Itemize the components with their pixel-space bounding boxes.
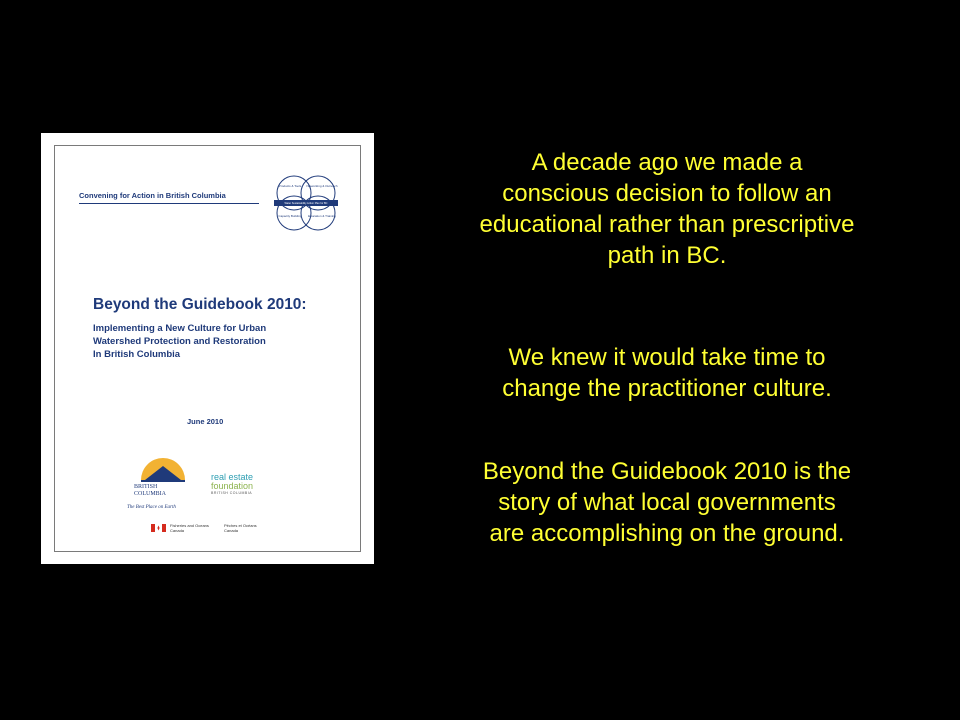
venn-label-capacity: Capacity Building — [278, 214, 302, 218]
cover-subtitle-line: Implementing a New Culture for Urban — [93, 323, 267, 334]
venn-center-label: Water Sustainability Action Plan for BC — [284, 202, 328, 205]
paragraph-line: conscious decision to follow an — [502, 180, 832, 207]
canada-flag-icon — [151, 524, 166, 532]
guidebook-cover-image — [41, 133, 374, 564]
paragraph-guidebook — [412, 456, 922, 549]
bc-wordmark-line: COLUMBIA — [134, 491, 167, 497]
bc-tagline: The Best Place on Earth — [127, 505, 176, 510]
ref-line-1: real estate — [211, 472, 254, 482]
cover-rule — [79, 203, 259, 204]
real-estate-foundation-logo — [211, 473, 253, 495]
paragraph-line: A decade ago we made a — [531, 149, 803, 176]
cover-subtitle — [93, 322, 343, 361]
paragraph-line: We knew it would take time to — [508, 344, 826, 371]
venn-label-networking: Networking & Outreach — [306, 184, 338, 188]
ref-line-3: BRITISH COLUMBIA — [211, 491, 253, 495]
dfo-line: Canada — [170, 528, 185, 533]
paragraph-line: story of what local governments — [498, 489, 836, 516]
venn-label-products: Products & Tools — [278, 184, 302, 188]
bc-wordmark-line: BRITISH — [134, 484, 158, 490]
paragraph-line: are accomplishing on the ground. — [489, 520, 845, 547]
paragraph-line: Beyond the Guidebook 2010 is the — [482, 458, 852, 485]
dfo-line: Canada — [224, 528, 239, 533]
cover-date: June 2010 — [187, 417, 224, 426]
venn-label-education: Education & Training — [308, 214, 336, 218]
paragraph-line: path in BC. — [607, 242, 727, 269]
bc-wordmark — [134, 484, 166, 498]
cover-subtitle-line: Watershed Protection and Restoration — [93, 336, 266, 347]
cover-title: Beyond the Guidebook 2010: — [93, 296, 307, 313]
dfo-line: Pêches et Océans — [224, 523, 257, 528]
dfo-french — [224, 523, 257, 533]
paragraph-culture — [412, 342, 922, 404]
dfo-line: Fisheries and Oceans — [170, 523, 209, 528]
cover-subtitle-line: In British Columbia — [93, 349, 181, 360]
paragraph-line: educational rather than prescriptive — [479, 211, 855, 238]
paragraph-line: change the practitioner culture. — [502, 375, 832, 402]
ref-line-2: foundation — [211, 481, 254, 491]
cover-convening-label: Convening for Action in British Columbia — [79, 191, 226, 200]
venn-diagram-icon — [256, 173, 356, 233]
dfo-english — [170, 523, 209, 533]
paragraph-decade — [412, 147, 922, 271]
